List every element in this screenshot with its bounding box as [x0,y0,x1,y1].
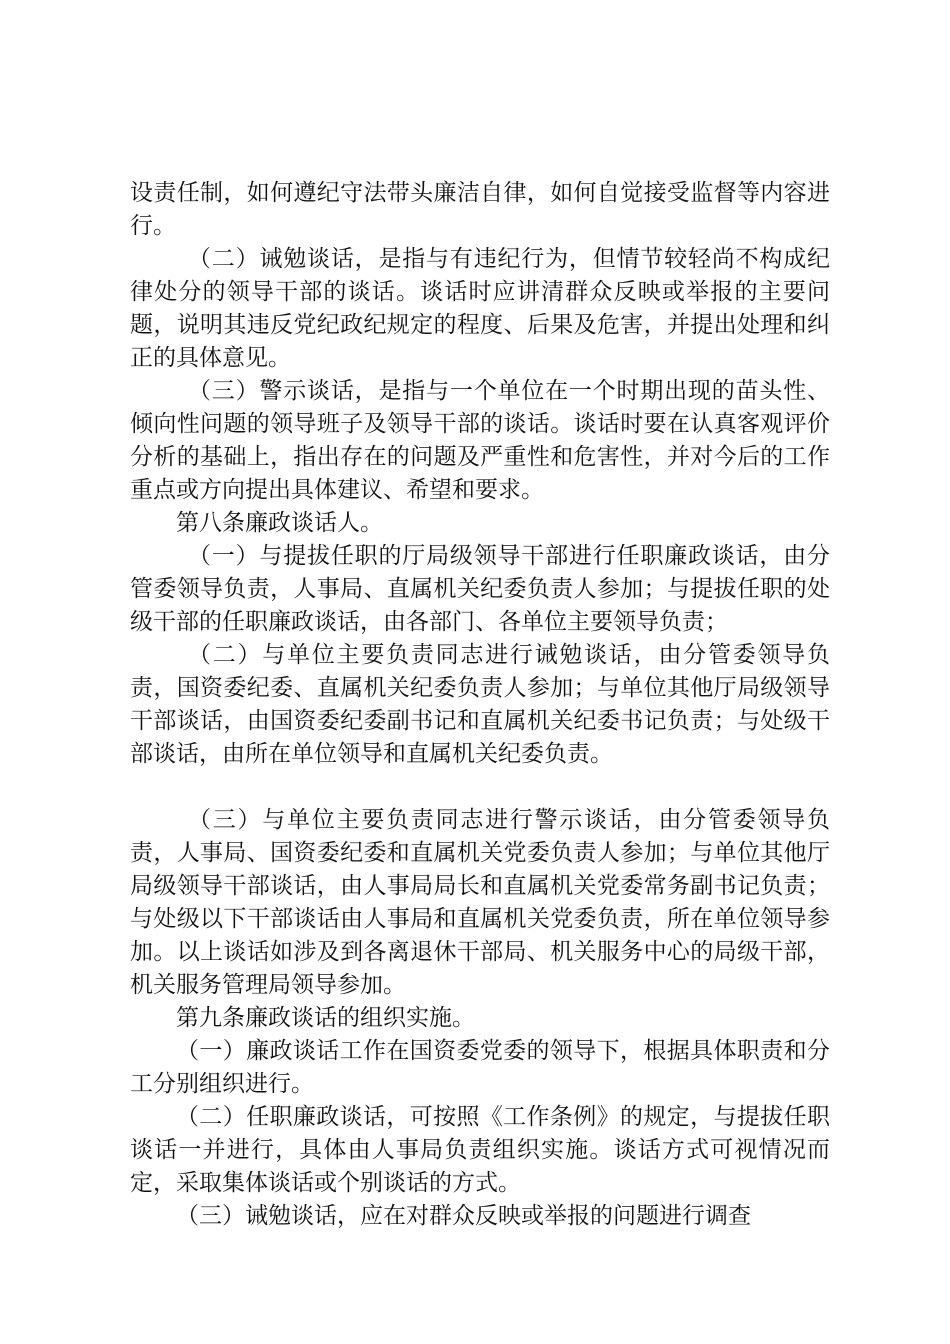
paragraph-article-9-item-2: （二）任职廉政谈话，可按照《工作条例》的规定，与提拔任职谈话一并进行，具体由人事局负责组织实施。谈话方式可视情况而定，采取集体谈话或个别谈话的方式。 [130,1104,830,1196]
paragraph-article-9-item-3: （三）诫勉谈话，应在对群众反映或举报的问题进行调查 [176,1203,751,1229]
paragraph-article-9-item-1: （一）廉政谈话工作在国资委党委的领导下，根据具体职责和分工分别组织进行。 [130,1038,830,1097]
paragraph-article-8-item-2: （二）与单位主要负责同志进行诫勉谈话，由分管委领导负责，国资委纪委、直属机关纪委负责人参加；与单位其他厅局级领导干部谈话，由国资委纪委副书记和直属机关纪委书记负责；与处级干部谈话，由所在单位领导和直属机关纪委负责。 [130,642,830,767]
paragraph-article-8-item-1: （一）与提拔任职的厅局级领导干部进行任职廉政谈话，由分管委领导负责，人事局、直属机关纪委负责人参加；与提拔任职的处级干部的任职廉政谈话，由各部门、各单位主要领导负责； [130,543,830,635]
paragraph-admonition-talk: （二）诫勉谈话，是指与有违纪行为，但情节较轻尚不构成纪律处分的领导干部的谈话。谈话时应讲清群众反映或举报的主要问题，说明其违反党纪政纪规定的程度、后果及危害，并提出处理和纠正的具体意见。 [130,246,830,371]
article-8-heading: 第八条廉政谈话人。 [176,510,383,536]
paragraph-continuation: 设责任制，如何遵纪守法带头廉洁自律，如何自觉接受监督等内容进行。 [130,180,830,239]
paragraph-article-8-item-3: （三）与单位主要负责同志进行警示谈话，由分管委领导负责，人事局、国资委纪委和直属机关党委负责人参加；与单位其他厅局级领导干部谈话，由人事局局长和直属机关党委常务副书记负责；与处级以下干部谈话由人事局和直属机关党委负责，所在单位领导参加。以上谈话如涉及到各离退休干部局、机关服务中心的局级干部，机关服务管理局领导参加。 [130,807,830,998]
paragraph-warning-talk: （三）警示谈话，是指与一个单位在一个时期出现的苗头性、倾向性问题的领导班子及领导干部的谈话。谈话时要在认真客观评价分析的基础上，指出存在的问题及严重性和危害性，并对今后的工作重点或方向提出具体建议、希望和要求。 [130,378,830,503]
blank-line [130,771,830,804]
document-body [130,177,830,1233]
article-9-heading: 第九条廉政谈话的组织实施。 [176,1005,475,1031]
